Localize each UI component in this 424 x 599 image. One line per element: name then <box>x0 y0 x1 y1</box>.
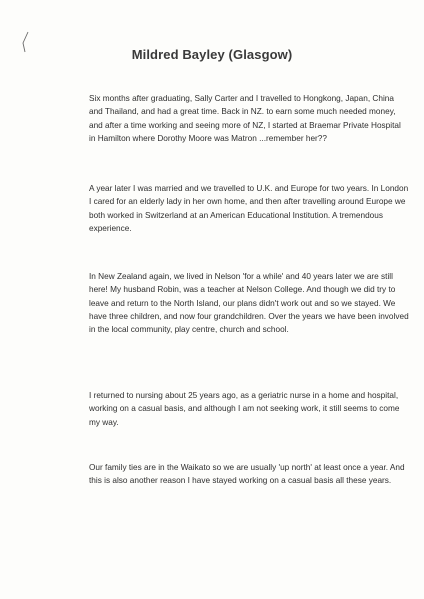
paragraph-nursing-return: I returned to nursing about 25 years ago, as a geriatric nurse in a home and hospital, working on a casual basis, and although I am not seeking work, it still seems to come my way. <box>89 391 400 427</box>
paragraph-nelson-family: In New Zealand again, we lived in Nelson 'for a while' and 40 years later we are still here! My husband Robin, was a teacher at Nelson College. And though we did try to leave and return to the North Island, our plans didn't work out and so we stayed. We have three children, and now four grandchildren. Over the years we have been involved in the local community, play centre, church and school. <box>89 272 409 335</box>
paragraph-marriage-europe: A year later I was married and we travelled to U.K. and Europe for two years. In London I cared for an elderly lady in her own home, and then after travelling around Europe we both worked in Switzerland at an American Educational Institution. A tremendous experience. <box>89 184 409 233</box>
document-title: Mildred Bayley (Glasgow) <box>131 47 293 62</box>
paragraph-waikato-ties: Our family ties are in the Waikato so we are usually 'up north' at least once a year. And this is also another reason I have stayed working on a casual basis all these years. <box>89 463 405 486</box>
paragraph-travel: Six months after graduating, Sally Carter and I travelled to Hongkong, Japan, China and Thailand, and had a great time. Back in NZ. to earn some much needed money, and after a time working and seeing more of NZ, I started at Braemar Private Hospital in Hamilton where Dorothy Moore was Matron ...remember her?? <box>89 94 401 143</box>
